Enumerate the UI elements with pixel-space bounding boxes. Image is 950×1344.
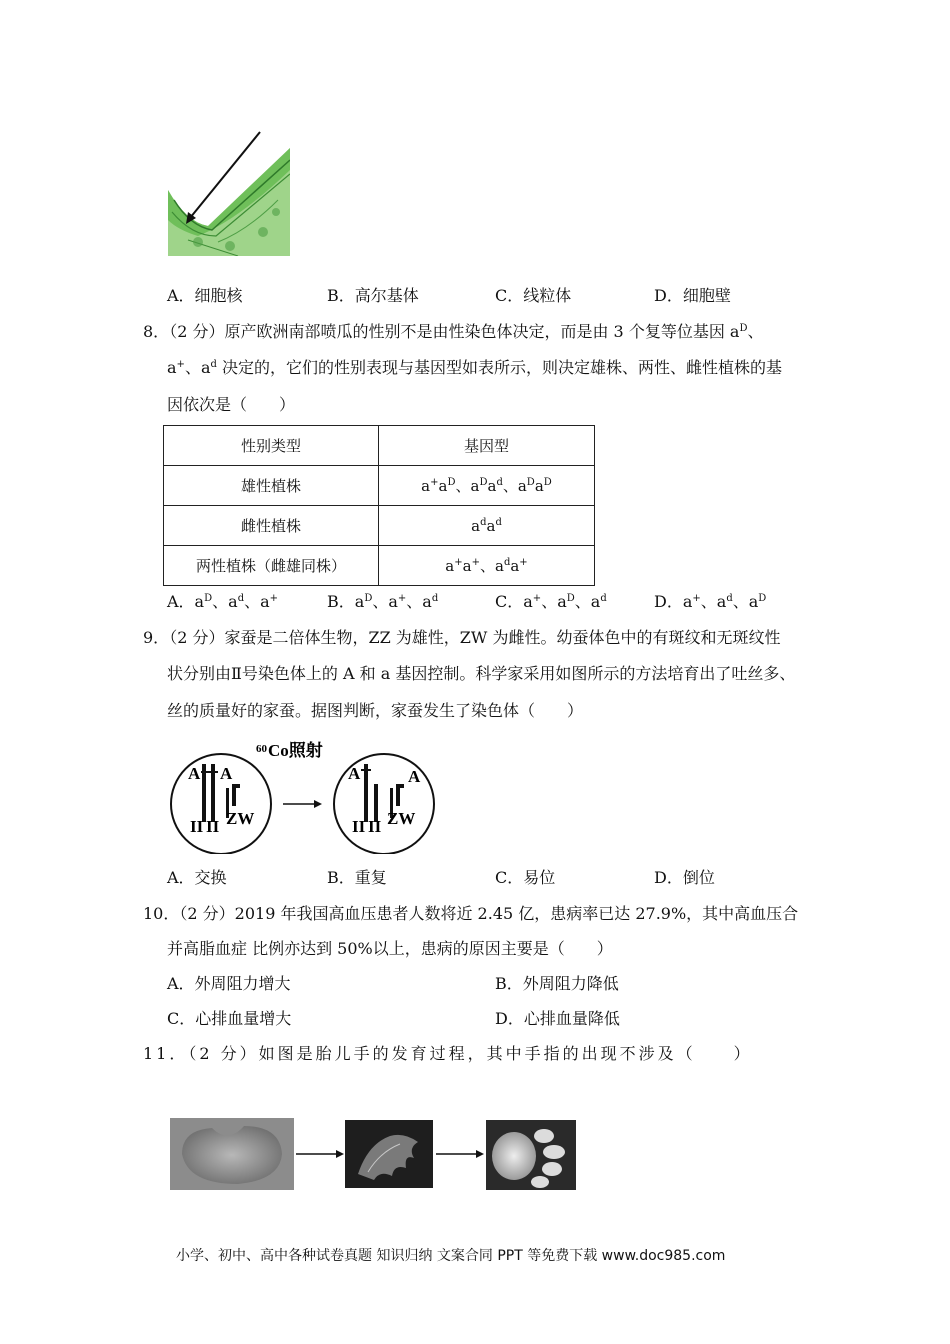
q9-number: 9． xyxy=(143,628,170,647)
table-cell: 雌性植株 xyxy=(164,506,379,546)
q9-option-b[interactable]: B．重复 xyxy=(327,868,387,887)
q11-score: （2 分） xyxy=(188,1044,259,1063)
zw-label: ZW xyxy=(226,809,255,828)
q9-stem-line1 xyxy=(143,628,780,648)
q10-option-d[interactable]: D．心排血量降低 xyxy=(495,1009,620,1028)
treatment-superscript: 60 xyxy=(256,743,267,755)
treatment-label: Co照射 xyxy=(268,741,323,760)
arrow-head-icon xyxy=(314,800,322,808)
hand-stage-2 xyxy=(345,1120,433,1188)
q10-option-a[interactable]: A．外周阻力增大 xyxy=(167,974,291,993)
q8-stem-line1: 8．（2 分）原产欧洲南部喷瓜的性别不是由性染色体决定，而是由 3 个复等位基因 $a^D$、 xyxy=(143,322,764,341)
allele-label: A xyxy=(220,764,233,783)
q10-stem-line2: 并高脂血症 比例亦达到 50%以上，患病的原因主要是（ ） xyxy=(167,939,613,958)
genotype-table xyxy=(163,425,595,586)
table-header: 性别类型 xyxy=(164,426,379,466)
q9-line1: 家蚕是二倍体生物，ZZ 为雄性，ZW 为雌性。幼蚕体色中的有斑纹和无斑纹性 xyxy=(224,628,781,647)
q10-line1: 2019 年我国高血压患者人数将近 2.45 亿，患病率已达 27.9%，其中高血压合 xyxy=(234,904,799,923)
q10-number: 10． xyxy=(143,904,180,923)
q11-number: 11． xyxy=(143,1044,189,1063)
table-row xyxy=(164,546,595,586)
q8-score: （2 分） xyxy=(169,322,225,341)
q8-stem-line2: a+、$a^d$ 决定的，它们的性别表现与基因型如表所示，则决定雄株、两性、雌性植株的基 xyxy=(167,358,782,377)
q10-stem-line1 xyxy=(143,904,798,924)
q7-option-d[interactable]: D．细胞壁 xyxy=(654,286,731,305)
q8-stem-line3: 因依次是（ ） xyxy=(167,395,296,414)
q7-option-b[interactable]: B．高尔基体 xyxy=(327,286,419,305)
allele-label: A xyxy=(348,764,361,783)
q11-text: 如图是胎儿手的发育过程，其中手指的出现不涉及（ ） xyxy=(258,1044,753,1063)
hand-development-figure xyxy=(168,1114,578,1194)
chromosome-label: II xyxy=(352,817,366,836)
leaf-micrograph xyxy=(168,130,290,256)
q10-option-c[interactable]: C．心排血量增大 xyxy=(167,1009,292,1028)
q9-stem-line2: 状分别由Ⅱ号染色体上的 A 和 a 基因控制。科学家采用如图所示的方法培育出了吐丝多、 xyxy=(167,664,796,683)
page-footer: 小学、初中、高中各种试卷真题 知识归纳 文案合同 PPT 等免费下载 www.doc985.com xyxy=(176,1248,726,1264)
q7-option-a[interactable]: A．细胞核 xyxy=(167,286,243,305)
hand-stage-3 xyxy=(486,1120,576,1190)
table-cell: 两性植株（雌雄同株） xyxy=(164,546,379,586)
q9-option-a[interactable]: A．交换 xyxy=(167,868,227,887)
chromosome-label: II xyxy=(368,817,382,836)
table-cell: 雄性植株 xyxy=(164,466,379,506)
table-row xyxy=(164,506,595,546)
allele-label: A xyxy=(188,764,201,783)
hand-stage-1 xyxy=(170,1118,294,1190)
chromosome-diagram xyxy=(168,734,438,854)
chromosome-label: II xyxy=(190,817,204,836)
q8-number: 8． xyxy=(143,322,170,341)
q9-score: （2 分） xyxy=(169,628,225,647)
zw-label: ZW xyxy=(387,809,416,828)
q8-line2: 决定的，它们的性别表现与基因型如表所示，则决定雄株、两性、雌性植株的基 xyxy=(221,358,782,377)
q8-option-c[interactable]: C．a+、$a^D$、$a^d$ xyxy=(495,592,607,611)
q9-option-d[interactable]: D．倒位 xyxy=(654,868,715,887)
table-cell: $a^+a^D$、$a^Da^d$、$a^Da^D$ xyxy=(379,466,595,506)
q9-stem-line3: 丝的质量好的家蚕。据图判断，家蚕发生了染色体（ ） xyxy=(167,701,584,720)
table-header: 基因型 xyxy=(379,426,595,466)
allele-label: A xyxy=(408,767,421,786)
arrow-head-icon xyxy=(336,1150,344,1158)
chromosome-label: II xyxy=(206,817,220,836)
table-cell: a+a+、$a^da^+$ xyxy=(379,546,595,586)
q7-option-c[interactable]: C．线粒体 xyxy=(495,286,572,305)
q9-option-c[interactable]: C．易位 xyxy=(495,868,556,887)
q8-option-b[interactable]: B．$a^D$、a+、$a^d$ xyxy=(327,592,439,611)
q11-stem xyxy=(143,1044,753,1064)
q8-option-d[interactable]: D．a+、$a^d$、$a^D$ xyxy=(654,592,767,611)
q10-score: （2 分） xyxy=(179,904,235,923)
table-header-row xyxy=(164,426,595,466)
table-row xyxy=(164,466,595,506)
q8-line1: 原产欧洲南部喷瓜的性别不是由性染色体决定，而是由 3 个复等位基因 a xyxy=(224,322,740,341)
arrow-head-icon xyxy=(476,1150,484,1158)
table-cell: $a^da^d$ xyxy=(379,506,595,546)
q10-option-b[interactable]: B．外周阻力降低 xyxy=(495,974,619,993)
q8-option-a[interactable]: A．$a^D$、$a^d$、a+ xyxy=(167,592,279,611)
